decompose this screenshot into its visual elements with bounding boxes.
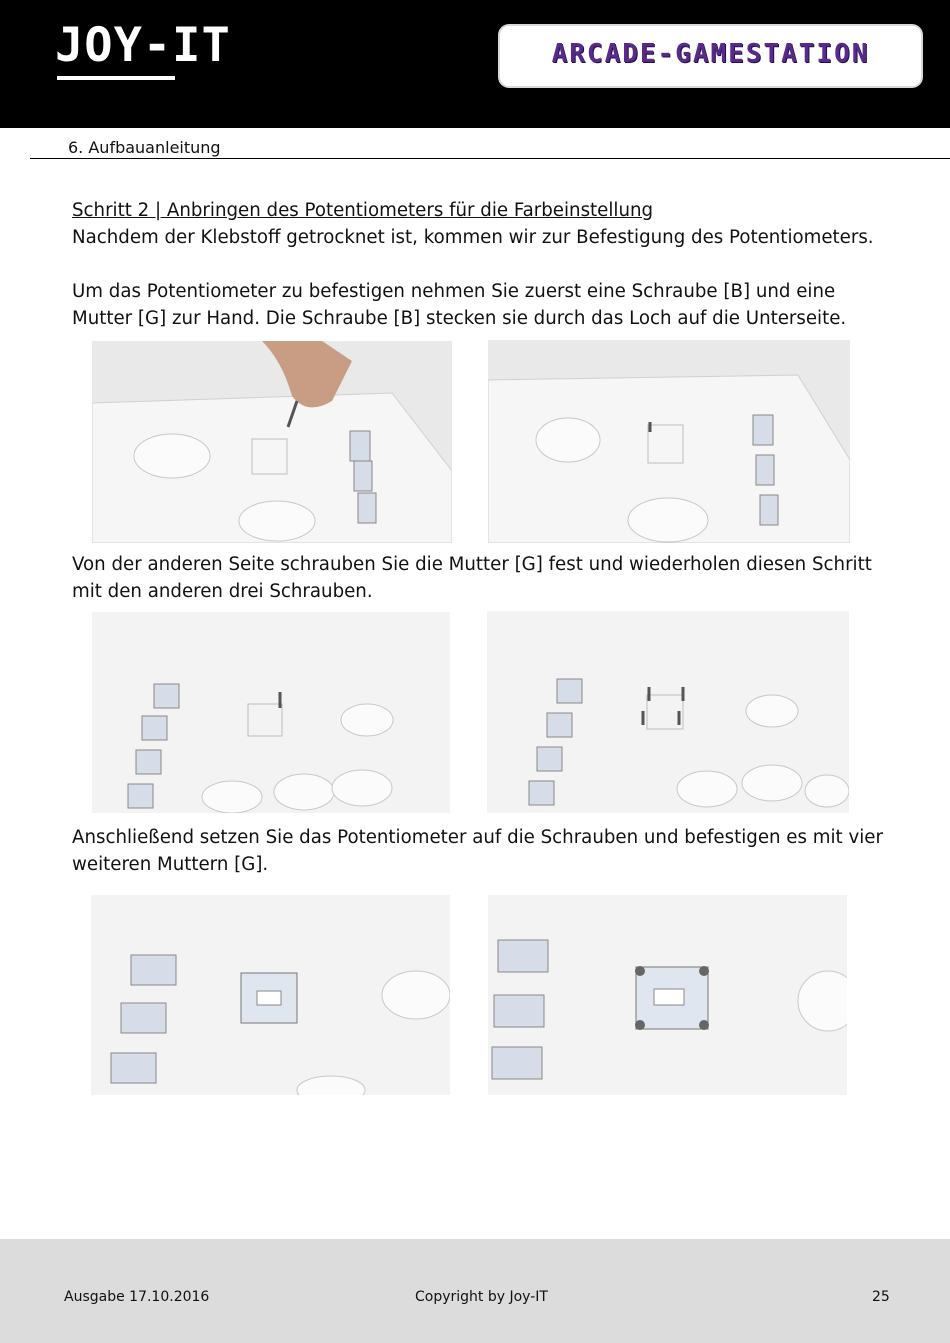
paragraph-1 [72, 278, 892, 332]
step-intro: Nachdem der Klebstoff getrocknet ist, kommen wir zur Befestigung des Potentiometers. [72, 227, 874, 248]
section-divider [30, 158, 950, 159]
photo-potentiometer-placed [91, 895, 450, 1095]
photo-insert-screw [92, 341, 452, 543]
footer-copyright: Copyright by Joy-IT [415, 1289, 548, 1305]
paragraph-3-line-1: Anschließend setzen Sie das Potentiometer auf die Schrauben und befestigen es mit vier [72, 827, 883, 848]
step-title-block [72, 197, 892, 251]
step-title: Schritt 2 | Anbringen des Potentiometers für die Farbeinstellung [72, 200, 654, 221]
logo-text: JOY-IT [55, 18, 231, 73]
section-label: 6. Aufbauanleitung [68, 138, 221, 157]
paragraph-3 [72, 824, 892, 878]
paragraph-1-line-1: Um das Potentiometer zu befestigen nehmen Sie zuerst eine Schraube [B] und eine [72, 281, 836, 302]
footer-edition: Ausgabe 17.10.2016 [64, 1289, 210, 1305]
paragraph-2 [72, 551, 892, 605]
joy-it-logo [55, 18, 231, 86]
paragraph-2-line-2: mit den anderen drei Schrauben. [72, 581, 373, 602]
paragraph-3-line-2: weiteren Muttern [G]. [72, 854, 269, 875]
photo-screw-through-hole [488, 340, 850, 543]
arcade-gamestation-badge [500, 26, 921, 86]
badge-text: ARCADE-GAMESTATION [551, 39, 870, 69]
paragraph-1-line-2: Mutter [G] zur Hand. Die Schraube [B] stecken sie durch das Loch auf die Unterseite. [72, 308, 847, 329]
photo-four-screws [487, 611, 849, 813]
page-footer [0, 1239, 950, 1343]
photo-potentiometer-fastened [488, 895, 847, 1095]
page-header [0, 0, 950, 128]
paragraph-2-line-1: Von der anderen Seite schrauben Sie die Mutter [G] fest und wiederholen diesen Schritt [72, 554, 872, 575]
photo-nut-tightened [92, 612, 450, 813]
logo-underline [57, 76, 175, 80]
footer-page-number: 25 [872, 1289, 890, 1305]
